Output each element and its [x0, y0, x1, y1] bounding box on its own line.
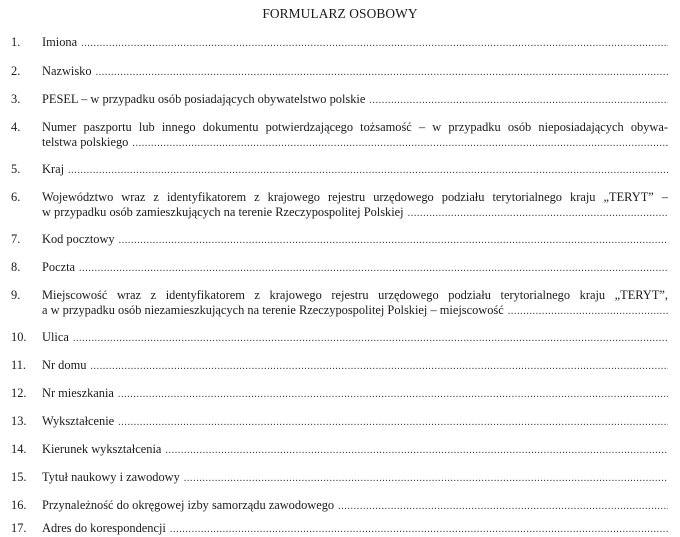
fill-in-dotted-line[interactable] [68, 163, 668, 178]
field-label: PESEL – w przypadku osób posiadających obywatelstwo polskie [42, 92, 366, 106]
field-number: 16. [11, 498, 27, 512]
field-label: Miejscowość wraz z identyfikatorem z krajowego rejestru urzędowego podziału terytorialnego kraju „TERYT”, [42, 288, 668, 302]
field-label: Poczta [42, 260, 76, 274]
fill-in-dotted-line[interactable] [90, 359, 668, 374]
fill-in-dotted-line[interactable] [81, 36, 668, 51]
field-label: Przynależność do okręgowej izby samorządu zawodowego [42, 498, 335, 512]
fill-in-dotted-line[interactable] [338, 499, 668, 514]
field-number: 4. [11, 120, 21, 134]
field-label-continued: a w przypadku osób niezamieszkujących na terenie Rzeczypospolitej Polskiej – miejscowość [42, 303, 504, 317]
field-label: Imiona [42, 35, 78, 49]
field-label: Kod pocztowy [42, 232, 115, 246]
fill-in-dotted-line[interactable] [73, 331, 668, 346]
field-number: 5. [11, 162, 21, 176]
field-number: 12. [11, 386, 27, 400]
fill-in-dotted-line[interactable] [170, 522, 668, 537]
field-number: 8. [11, 260, 21, 274]
fill-in-dotted-line[interactable] [184, 471, 668, 486]
field-number: 15. [11, 470, 27, 484]
fill-in-dotted-line[interactable] [508, 304, 668, 319]
field-number: 14. [11, 442, 27, 456]
field-label: Nr domu [42, 358, 87, 372]
fill-in-dotted-line[interactable] [132, 136, 668, 151]
fill-in-dotted-line[interactable] [96, 65, 668, 80]
field-label: Województwo wraz z identyfikatorem z krajowego rejestru urzędowego podziału terytorialnego kraju „TERYT” – [42, 190, 668, 204]
field-number: 2. [11, 64, 21, 78]
field-label: Nr mieszkania [42, 386, 114, 400]
form-title: FORMULARZ OSOBOWY [262, 6, 418, 21]
field-number: 9. [11, 288, 21, 302]
field-label: Wykształcenie [42, 414, 115, 428]
field-label: Tytuł naukowy i zawodowy [42, 470, 180, 484]
fill-in-dotted-line[interactable] [165, 443, 668, 458]
field-label: Adres do korespondencji [42, 521, 166, 535]
field-number: 10. [11, 330, 27, 344]
field-label: Ulica [42, 330, 69, 344]
field-number: 7. [11, 232, 21, 246]
fill-in-dotted-line[interactable] [408, 206, 668, 221]
fill-in-dotted-line[interactable] [369, 93, 668, 108]
field-label: Nazwisko [42, 64, 92, 78]
field-label-continued: telstwa polskiego [42, 135, 129, 149]
field-number: 6. [11, 190, 21, 204]
field-label: Numer paszportu lub innego dokumentu potwierdzającego tożsamość – w przypadku osób nieposiadających obywa- [42, 120, 668, 134]
fill-in-dotted-line[interactable] [79, 261, 668, 276]
field-number: 3. [11, 92, 21, 106]
field-number: 1. [11, 35, 21, 49]
fill-in-dotted-line[interactable] [119, 233, 668, 248]
field-number: 17. [11, 521, 27, 535]
field-label: Kierunek wykształcenia [42, 442, 162, 456]
field-number: 13. [11, 414, 27, 428]
fill-in-dotted-line[interactable] [118, 387, 668, 402]
field-number: 11. [11, 358, 27, 372]
fill-in-dotted-line[interactable] [118, 415, 668, 430]
field-label-continued: w przypadku osób zamieszkujących na terenie Rzeczypospolitej Polskiej [42, 205, 404, 219]
field-label: Kraj [42, 162, 65, 176]
